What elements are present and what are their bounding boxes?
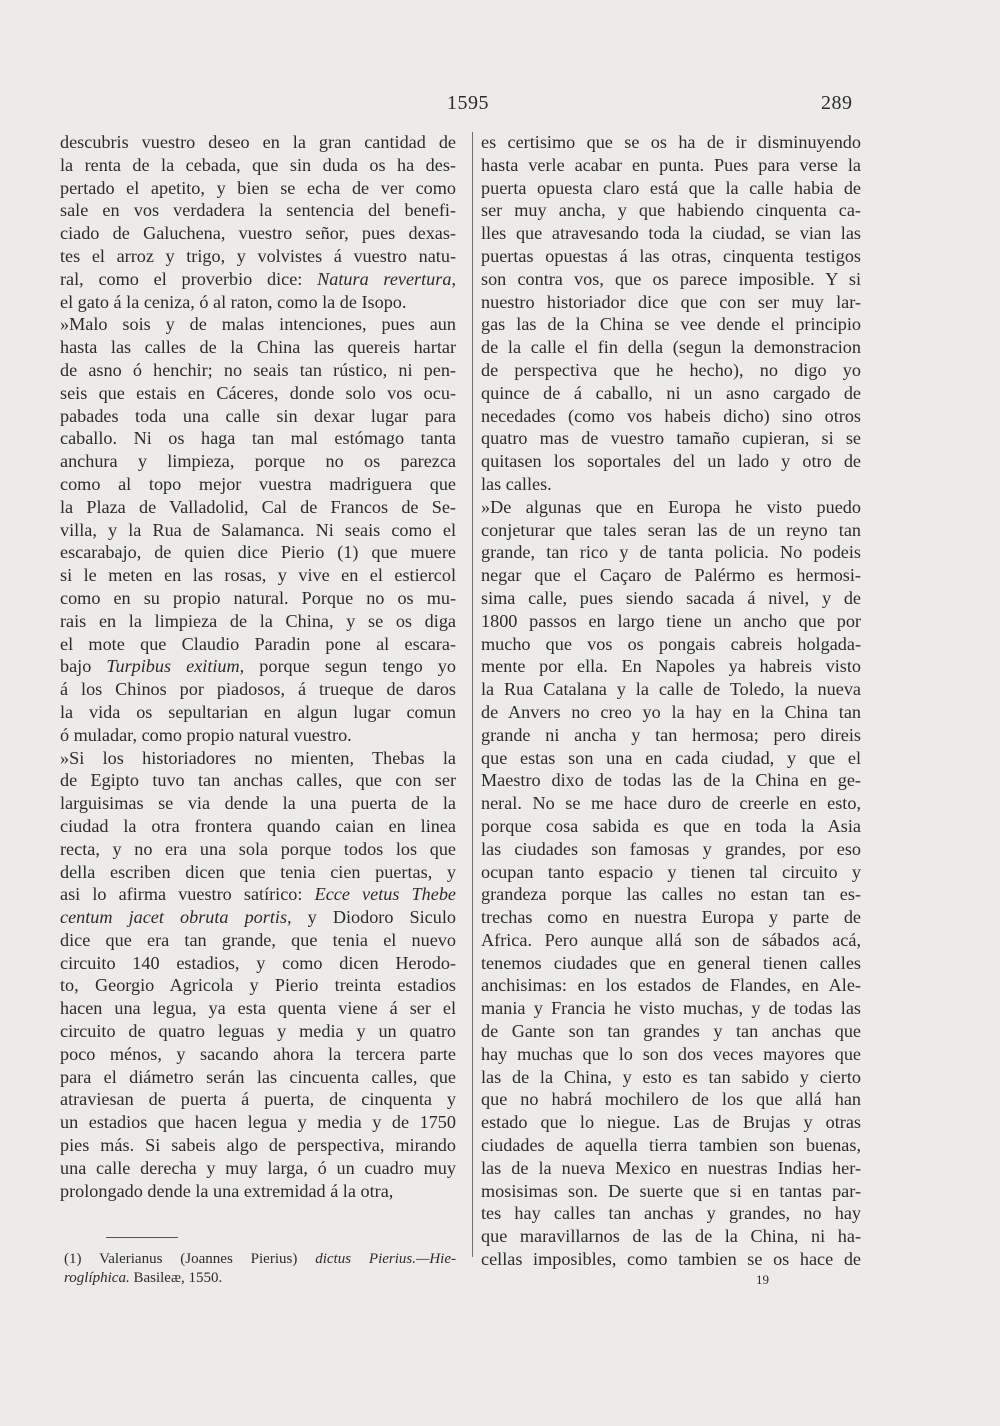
line-text: pabades toda una calle sin dexar lugar para [60, 405, 456, 426]
text-line [481, 359, 861, 382]
left-column [60, 131, 456, 1202]
text-line [60, 199, 456, 222]
line-text: de Gante son tan grandes y tan anchas que [481, 1021, 861, 1042]
text-line [481, 405, 861, 428]
line-text: las de la nueva Mexico en nuestras Indias her- [481, 1157, 861, 1178]
text-line [64, 1269, 456, 1288]
line-text: las ciudades son famosas y grandes, por eso [481, 838, 861, 859]
line-text: quatro mas de vuestro tamaño cupieran, si se [481, 428, 861, 449]
text-line [481, 701, 861, 724]
line-text: caballo. Ni os haga tan mal estómago tanta [60, 428, 456, 449]
line-text: quitasen los soportales del un lado y otro de [481, 451, 861, 472]
line-text: seis que estais en Cáceres, donde solo vos ocu- [60, 382, 456, 403]
text-line [481, 427, 861, 450]
text-line [481, 473, 861, 496]
text-line [481, 929, 861, 952]
text-line [481, 655, 861, 678]
line-text: bajo [60, 656, 107, 677]
text-line [481, 1134, 861, 1157]
line-text: asi lo afirma vuestro satírico: [60, 884, 315, 905]
text-line [60, 268, 456, 291]
text-line [481, 587, 861, 610]
text-line [60, 1020, 456, 1043]
line-text: escarabajo, de quien dice Pierio (1) que muere [60, 542, 456, 563]
line-text: lles que atravesando toda la ciudad, se vian las [481, 223, 861, 244]
line-text: grande ni ancha y tan hermosa; pero direis [481, 724, 861, 745]
text-line [60, 313, 456, 336]
line-text: anchura y limpieza, porque no os parezca [60, 451, 456, 472]
text-line [481, 883, 861, 906]
line-text: hasta las calles de la China las quereis hartar [60, 337, 456, 358]
line-text: porque segun tengo yo [244, 656, 456, 677]
line-text: estado que lo niegue. Las de Brujas y otras [481, 1112, 861, 1133]
signature-mark: 19 [756, 1272, 769, 1287]
line-text: trechas como en nuestra Europa y parte de [481, 907, 861, 928]
line-text: prolongado dende la una extremidad á la otra, [60, 1180, 394, 1201]
text-line [481, 541, 861, 564]
text-line [60, 473, 456, 496]
text-line [481, 268, 861, 291]
line-text: »Si los historiadores no mienten, Thebas la [60, 747, 456, 768]
footnote [64, 1250, 456, 1288]
text-line [60, 131, 456, 154]
text-line [481, 199, 861, 222]
line-text: la Rua Catalana y la calle de Toledo, la nueva [481, 679, 861, 700]
text-line [60, 450, 456, 473]
text-line [481, 1020, 861, 1043]
line-text: »De algunas que en Europa he visto puedo [481, 496, 861, 517]
line-text: negar que el Caçaro de Palérmo es hermosi- [481, 565, 861, 586]
text-line [60, 815, 456, 838]
line-text: neral. No se me hace duro de creerle en esto, [481, 793, 861, 814]
line-text: ó muladar, como propio natural vuestro. [60, 724, 352, 745]
line-text: á los Chinos por piadosos, á trueque de daros [60, 679, 456, 700]
line-text: quince de á caballo, ni un asno cargado de [481, 382, 861, 403]
text-line [60, 222, 456, 245]
line-text: y Diodoro Siculo [291, 907, 456, 928]
text-line [60, 678, 456, 701]
text-line [60, 564, 456, 587]
text-line [481, 336, 861, 359]
line-text: mosisimas son. De suerte que si en tantas par- [481, 1180, 861, 1201]
line-text: ciudad la otra frontera quando caian en linea [60, 815, 456, 836]
line-text: como en su propio natural. Porque no os mu- [60, 587, 456, 608]
text-line [481, 747, 861, 770]
line-text: sale en vos verdadera la sentencia del benefi- [60, 200, 456, 221]
line-text: Basileæ, 1550. [129, 1270, 223, 1286]
line-text: la Plaza de Valladolid, Cal de Francos de Se- [60, 496, 456, 517]
line-text: conjeturar que tales seran las de un reyno tan [481, 519, 861, 540]
text-line [481, 291, 861, 314]
text-line [60, 1157, 456, 1180]
line-text: como al topo mejor vuestra madriguera que [60, 473, 456, 494]
line-text: son contra vos, que os parece imposible. Y si [481, 268, 861, 289]
line-text: anchisimas: en los estados de Flandes, en Ale- [481, 975, 861, 996]
line-text: tes hay calles tan anchas y grandes, no hay [481, 1203, 861, 1224]
line-text: mania y Francia he visto muchas, y de todas las [481, 998, 861, 1019]
text-line [481, 1248, 861, 1271]
text-line [60, 633, 456, 656]
line-text: que maravillarnos de las de la China, ni ha- [481, 1226, 861, 1247]
line-text: ciudades de aquella tierra tambien son buenas, [481, 1135, 861, 1156]
line-text: una calle derecha y muy larga, ó un cuadro muy [60, 1157, 456, 1178]
line-text: 1800 passos en largo tiene un ancho que por [481, 610, 861, 631]
text-line [60, 974, 456, 997]
line-text: rais en la limpieza de la China, y se os diga [60, 610, 456, 631]
text-line [481, 1225, 861, 1248]
line-text: ser muy ancha, y que habiendo cinquenta ca- [481, 200, 861, 221]
right-column [481, 131, 861, 1271]
line-text: tenemos ciudades que en general tienen calles [481, 952, 861, 973]
text-line [60, 1066, 456, 1089]
line-text: villa, y la Rua de Salamanca. Ni seais como el [60, 519, 456, 540]
line-text: de perspectiva que he hecho), no digo yo [481, 359, 861, 380]
text-line [481, 154, 861, 177]
text-line [481, 815, 861, 838]
line-text: grandeza porque las calles no estan tan es- [481, 884, 861, 905]
line-text: gas las de la China se vee dende el principio [481, 314, 861, 335]
text-line [481, 974, 861, 997]
text-line [481, 1157, 861, 1180]
text-line [60, 1088, 456, 1111]
text-line [481, 496, 861, 519]
text-line [481, 997, 861, 1020]
text-line [60, 1043, 456, 1066]
text-line [60, 496, 456, 519]
text-line [481, 1180, 861, 1203]
text-line [60, 427, 456, 450]
line-text: de la calle el fin della (segun la demonstracion [481, 337, 861, 358]
text-line [60, 861, 456, 884]
text-line [481, 382, 861, 405]
line-text: de Anvers no creo yo la hay en la China tan [481, 701, 861, 722]
text-line [481, 1202, 861, 1225]
text-line [481, 1066, 861, 1089]
line-text: nuestro historiador dice que con ser muy lar- [481, 291, 861, 312]
text-line [481, 131, 861, 154]
text-line [481, 610, 861, 633]
italic-text: dictus Pierius.—Hie- [315, 1251, 456, 1267]
line-text: atraviesan de puerta á puerta, de cinquenta y [60, 1089, 456, 1110]
line-text: porque cosa sabida es que en toda la Asia [481, 815, 861, 836]
italic-text: centum jacet obruta portis, [60, 907, 292, 928]
line-text: pertado el apetito, y bien se echa de ver como [60, 177, 456, 198]
text-line [481, 450, 861, 473]
text-line [60, 336, 456, 359]
line-text: ocupan tanto espacio y tienen tal circuito y [481, 861, 861, 882]
line-text: es certisimo que se os ha de ir disminuyendo [481, 132, 861, 152]
text-line [60, 519, 456, 542]
text-line [60, 610, 456, 633]
text-line [481, 1043, 861, 1066]
line-text: to, Georgio Agricola y Pierio treinta estadios [60, 975, 456, 996]
text-line [60, 792, 456, 815]
text-line [481, 678, 861, 701]
line-text: mucho que vos os pongais cabreis holgada- [481, 633, 861, 654]
text-line [60, 1134, 456, 1157]
line-text: puerta opuesta claro está que la calle habia de [481, 177, 861, 198]
text-line [481, 792, 861, 815]
line-text: (1) Valerianus (Joannes Pierius) [64, 1251, 316, 1267]
footnote-rule [106, 1237, 178, 1238]
line-text: recta, y no era una sola porque todos los que [60, 838, 456, 859]
text-line [481, 838, 861, 861]
line-text: de Egipto tuvo tan anchas calles, que con ser [60, 770, 456, 791]
italic-text: roglíphica. [64, 1270, 130, 1286]
line-text: tes el arroz y trigo, y volvistes á vuestro natu- [60, 245, 456, 266]
text-line [60, 929, 456, 952]
text-line [481, 177, 861, 200]
text-line [60, 382, 456, 405]
line-text: hasta verle acabar en punta. Pues para verse la [481, 154, 861, 175]
line-text: dice que era tan grande, que tenia el nuevo [60, 929, 456, 950]
text-line [481, 245, 861, 268]
line-text: Africa. Pero aunque allá son de sábados acá, [481, 929, 861, 950]
line-text: que estas son una en cada ciudad, y que el [481, 747, 861, 768]
text-line [64, 1250, 456, 1269]
line-text: »Malo sois y de malas intenciones, pues aun [60, 314, 456, 335]
line-text: las calles. [481, 473, 552, 494]
text-line [481, 313, 861, 336]
line-text: el gato á la ceniza, ó al raton, como la de Isopo. [60, 291, 407, 312]
page-number: 289 [821, 92, 853, 114]
line-text: un estadios que hacen legua y media y de 1750 [60, 1112, 456, 1133]
line-text: cellas imposibles, como tambien se os hace de [481, 1249, 861, 1270]
line-text: que no habrá mochilero de los que allá han [481, 1089, 861, 1110]
text-line [481, 633, 861, 656]
line-text: della escriben dicen que tenia cien puertas, y [60, 861, 456, 882]
text-line [60, 541, 456, 564]
text-line [60, 359, 456, 382]
line-text: circuito de quatro leguas y media y un quatro [60, 1021, 456, 1042]
column-divider [472, 132, 473, 1257]
text-line [60, 177, 456, 200]
line-text: grande, tan rico y de tanta policia. No podeis [481, 542, 861, 563]
text-line [481, 519, 861, 542]
line-text: para el diámetro serán las cincuenta calles, que [60, 1066, 456, 1087]
line-text: la vida os sepultarian en algun lugar comun [60, 701, 456, 722]
line-text: mente por ella. En Napoles ya habreis visto [481, 656, 861, 677]
italic-text: Natura revertura, [317, 268, 456, 289]
text-line [60, 883, 456, 906]
line-text: puertas opuestas á las otras, cinquenta testigos [481, 245, 861, 266]
text-line [60, 1180, 456, 1203]
line-text: poco ménos, y sacando ahora la tercera parte [60, 1043, 456, 1064]
text-line [481, 906, 861, 929]
line-text: circuito 140 estadios, y como dicen Herodo- [60, 952, 456, 973]
line-text: descubris vuestro deseo en la gran cantidad de [60, 132, 456, 152]
text-line [60, 245, 456, 268]
line-text: hacen una legua, ya esta quenta viene á ser el [60, 998, 456, 1019]
text-line [481, 952, 861, 975]
text-line [481, 564, 861, 587]
line-text: las de la China, y esto es tan sabido y cierto [481, 1066, 861, 1087]
text-line [60, 769, 456, 792]
line-text: de asno ó henchir; no seais tan rústico, ni pen- [60, 359, 456, 380]
text-line [60, 587, 456, 610]
text-line [60, 724, 456, 747]
line-text: necedades (como vos habeis dicho) sino otros [481, 405, 861, 426]
text-line [60, 655, 456, 678]
line-text: sima calle, pues siendo sacada á nivel, y de [481, 587, 861, 608]
line-text: ral, como el proverbio dice: [60, 268, 318, 289]
italic-text: Turpibus exitium, [106, 656, 245, 677]
text-line [60, 952, 456, 975]
line-text: la renta de la cebada, que sin duda os ha des- [60, 154, 456, 175]
line-text: el mote que Claudio Paradin pone al escara- [60, 633, 456, 654]
text-line [60, 747, 456, 770]
line-text: hay muchas que lo son dos veces mayores que [481, 1043, 861, 1064]
line-text: ciado de Galuchena, vuestro señor, pues dexas- [60, 223, 456, 244]
text-line [60, 997, 456, 1020]
text-line [481, 1088, 861, 1111]
text-line [60, 838, 456, 861]
text-line [481, 222, 861, 245]
line-text: larguisimas se via dende la una puerta de la [60, 793, 456, 814]
text-line [481, 769, 861, 792]
text-line [60, 154, 456, 177]
line-text: si le meten en las rosas, y vive en el estiercol [60, 565, 456, 586]
text-line [481, 1111, 861, 1134]
header-year: 1595 [447, 92, 489, 114]
line-text: pies más. Si sabeis algo de perspectiva, mirando [60, 1135, 456, 1156]
text-line [481, 724, 861, 747]
line-text: Maestro dixo de todas las de la China en ge- [481, 770, 861, 791]
text-line [481, 861, 861, 884]
text-line [60, 701, 456, 724]
text-line [60, 405, 456, 428]
text-line [60, 1111, 456, 1134]
text-line [60, 906, 456, 929]
italic-text: Ecce vetus Thebe [314, 884, 456, 905]
text-line [60, 291, 456, 314]
